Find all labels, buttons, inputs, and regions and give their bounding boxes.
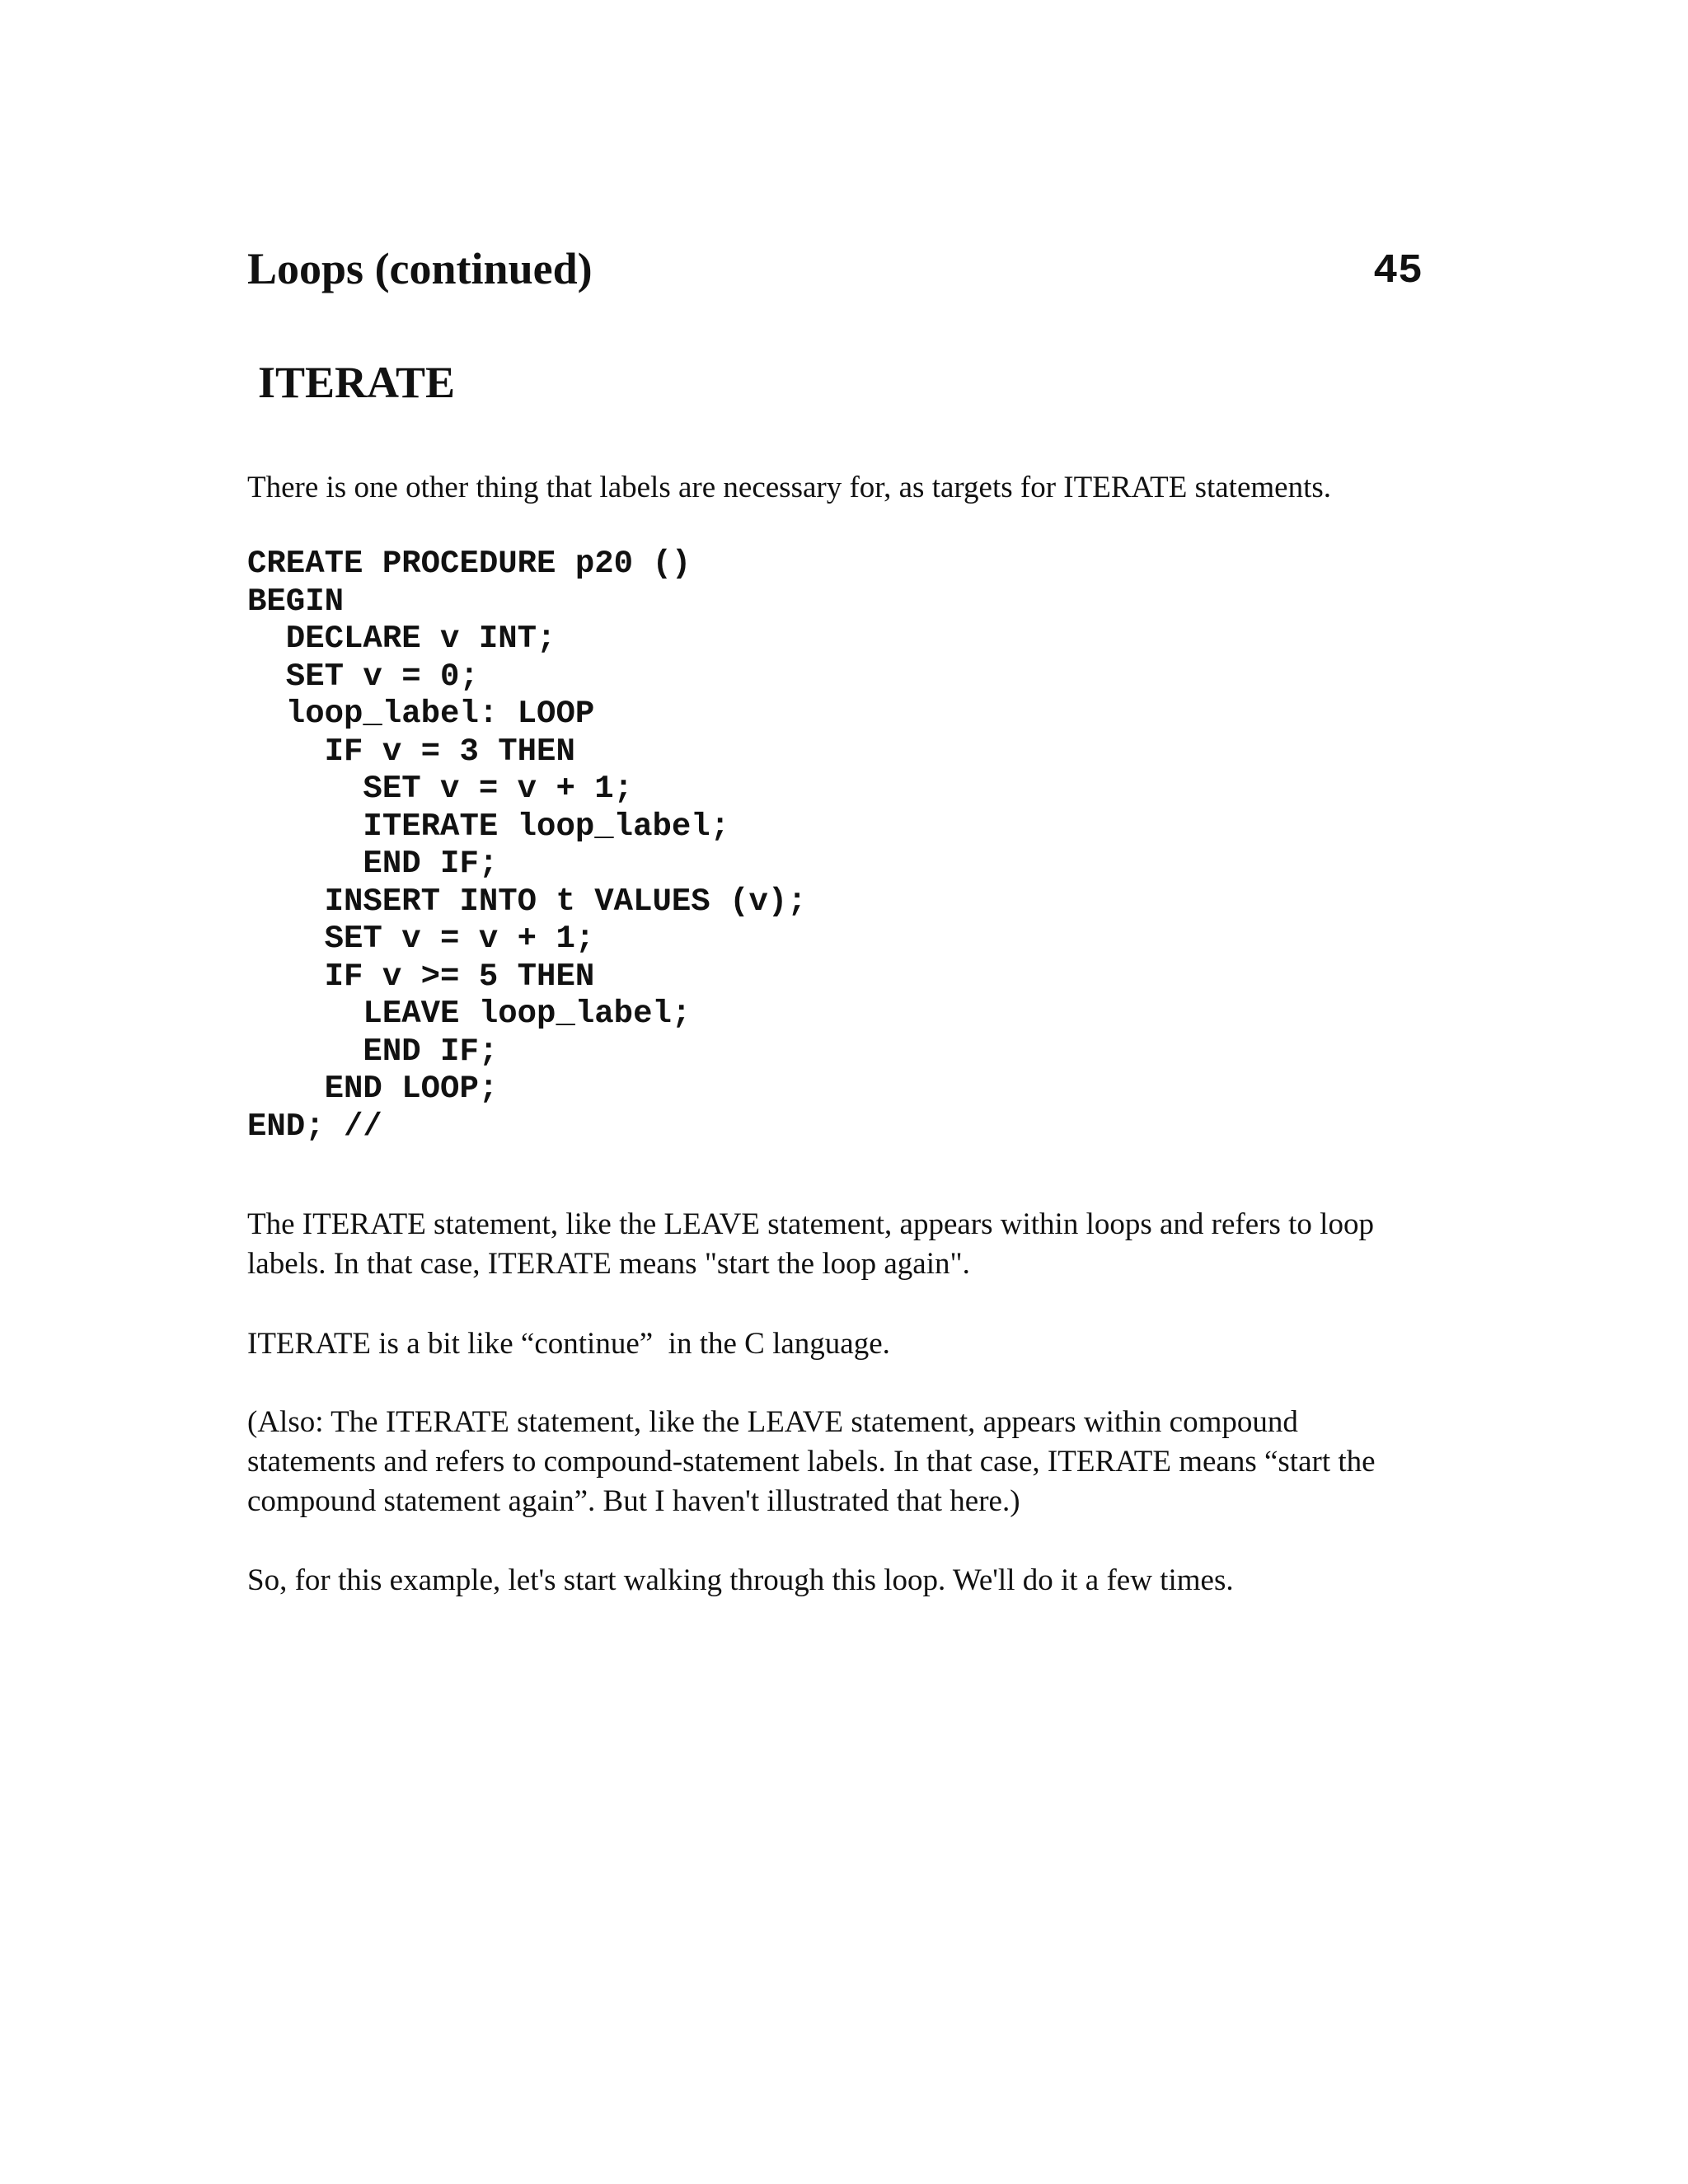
code-line: IF v = 3 THEN [247, 733, 575, 770]
compound-statement-note-paragraph: (Also: The ITERATE statement, like the LEAVE statement, appears within compound statements and refers to compound-statement labels. In that case, ITERATE means “start the compound statement again”. But I haven't illustrated that here.) [247, 1405, 1383, 1518]
page-title: Loops (continued) [247, 244, 593, 293]
code-line: SET v = v + 1; [247, 921, 595, 957]
code-line: BEGIN [247, 583, 345, 620]
code-line: SET v = v + 1; [247, 771, 634, 807]
walk-through-paragraph: So, for this example, let's start walking through this loop. We'll do it a few times. [247, 1563, 1234, 1597]
page-number: 45 [1372, 248, 1423, 295]
iterate-explanation-paragraph: The ITERATE statement, like the LEAVE statement, appears within loops and refers to loop labels. In that case, ITERATE means "start the loop again". [247, 1207, 1382, 1281]
code-line: IF v >= 5 THEN [247, 958, 595, 995]
code-line: LEAVE loop_label; [247, 996, 692, 1032]
intro-paragraph: There is one other thing that labels are necessary for, as targets for ITERATE statements. [247, 471, 1331, 504]
page-header [247, 239, 1423, 305]
code-line: SET v = 0; [247, 658, 479, 695]
code-line: END LOOP; [247, 1071, 499, 1107]
code-line: ITERATE loop_label; [247, 808, 730, 845]
code-line: CREATE PROCEDURE p20 () [247, 546, 692, 582]
code-line: END; // [247, 1108, 382, 1145]
code-line: END IF; [247, 846, 499, 882]
code-line: DECLARE v INT; [247, 621, 556, 657]
code-block [247, 546, 807, 1146]
code-line: INSERT INTO t VALUES (v); [247, 883, 807, 920]
code-line: loop_label: LOOP [247, 696, 595, 732]
section-heading: ITERATE [258, 358, 456, 407]
code-line: END IF; [247, 1033, 499, 1070]
continue-note-paragraph: ITERATE is a bit like “continue” in the C language. [247, 1327, 890, 1361]
